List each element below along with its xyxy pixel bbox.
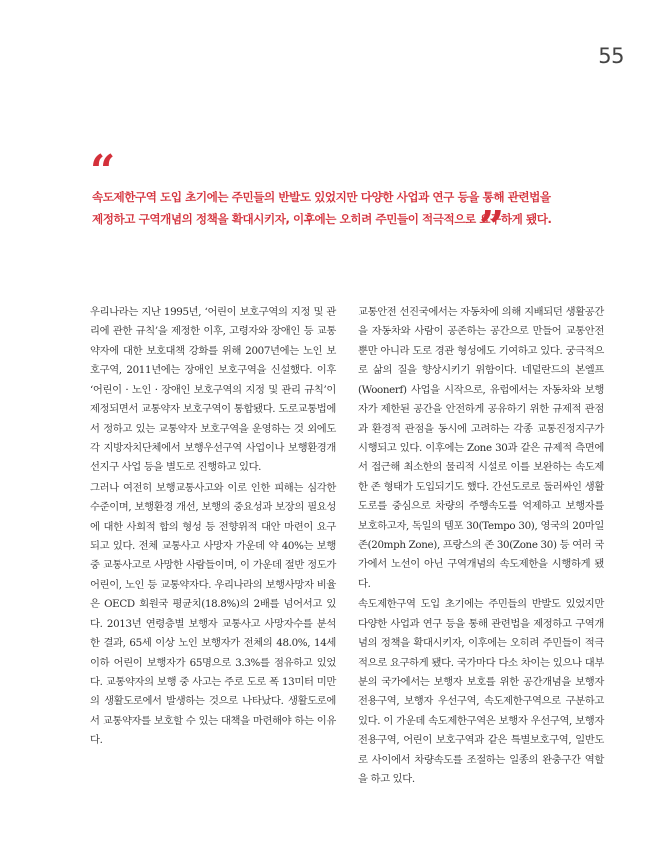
left-column bbox=[90, 303, 336, 751]
paragraph: 속도제한구역 도입 초기에는 주민들의 반발도 있었지만 다양한 사업과 연구 등을 통해 관련법을 제정하고 구역개념의 정책을 확대시키자, 이후에는 오히려 주민들이 적극적으로 요구하게 됐다. 국가마다 다소 차이는 있으나 대부분의 국가에서는 보행자 보호를 위한 공간개념을 보행자 전용구역, 보행자 우선구역, 속도제한구역으로 구분하고 있다. 이 가운데 속도제한구역은 보행자 우선구역, 보행자 전용구역, 어린이 보호구역과 같은 특별보호구역, 일반도로 사이에서 차량속도를 조절하는 일종의 완충구간 역할을 하고 있다. bbox=[358, 598, 604, 786]
open-quote-icon: “ bbox=[90, 146, 116, 197]
page-number: 55 bbox=[598, 44, 624, 68]
paragraph: 그러나 여전히 보행교통사고와 이로 인한 피해는 심각한 수준이며, 보행환경 개선, 보행의 중요성과 보장의 필요성에 대한 사회적 합의 형성 등 전향위적 대안 마련이 요구되고 있다. 전체 교통사고 사망자 가운데 약 40%는 보행 중 교통사고로 사망한 사람들이며, 이 가운데 절반 정도가 어린이, 노인 등 교통약자다. 우리나라의 보행사망자 비율은 OECD 회원국 평균치(18.8%)의 2배를 넘어서고 있다. 2013년 연령층별 보행자 교통사고 사망자수를 분석한 결과, 65세 이상 노인 보행자가 전체의 48.0%, 14세 이하 어린이 보행자가 65명으로 3.3%를 점유하고 있었다. 교통약자의 보행 중 사고는 주로 도로 폭 13미터 미만의 생활도로에서 발생하는 것으로 나타났다. 생활도로에서 교통약자를 보호할 수 있는 대책을 마련해야 하는 이유다. bbox=[90, 481, 336, 747]
right-column bbox=[358, 303, 604, 790]
paragraph: 우리나라는 지난 1995년, ‘어린이 보호구역의 지정 및 관리에 관한 규칙’을 제정한 이후, 고령자와 장애인 등 교통약자에 대한 보호대책 강화를 위해 2007년에는 노인 보호구역, 2011년에는 장애인 보호구역을 신설했다. 이후 ‘어린이 · 노인 · 장애인 보호구역의 지정 및 관리 규칙’이 제정되면서 교통약자 보호구역이 통합됐다. 도로교통법에서 정하고 있는 교통약자 보호구역을 운영하는 것 외에도 각 지방자치단체에서 보행우선구역 사업이나 보행환경개선지구 사업 등을 별도로 진행하고 있다. bbox=[90, 306, 336, 474]
close-quote-icon: ” bbox=[479, 202, 505, 253]
paragraph: 교통안전 선진국에서는 자동차에 의해 지배되던 생활공간을 자동차와 사람이 공존하는 공간으로 만들어 교통안전뿐만 아니라 도로 경관 형성에도 기여하고 있다. 궁극적으로 삶의 질을 향상시키기 위함이다. 네덜란드의 본엘프(Woonerf) 사업을 시작으로, 유럽에서는 자동차와 보행자가 제한된 공간을 안전하게 공유하기 위한 규제적 관점과 환경적 관점을 동시에 고려하는 각종 교통진정지구가 시행되고 있다. 이후에는 Zone 30과 같은 규제적 측면에서 접근해 최소한의 물리적 시설로 이를 보완하는 속도제한 존 형태가 도입되기도 했다. 간선도로로 둘러싸인 생활도로를 중심으로 차량의 주행속도를 억제하고 보행자를 보호하고자, 독일의 템포 30(Tempo 30), 영국의 20마일 존(20mph Zone), 프랑스의 존 30(Zone 30) 등 여러 국가에서 노선이 아닌 구역개념의 속도제한을 시행하게 됐다. bbox=[358, 306, 604, 590]
pull-quote-text: 속도제한구역 도입 초기에는 주민들의 반발도 있었지만 다양한 사업과 연구 등을 통해 관련법을 제정하고 구역개념의 정책을 확대시키자, 이후에는 오히려 주민들이 적극적으로 요구하게 됐다. bbox=[92, 190, 552, 226]
